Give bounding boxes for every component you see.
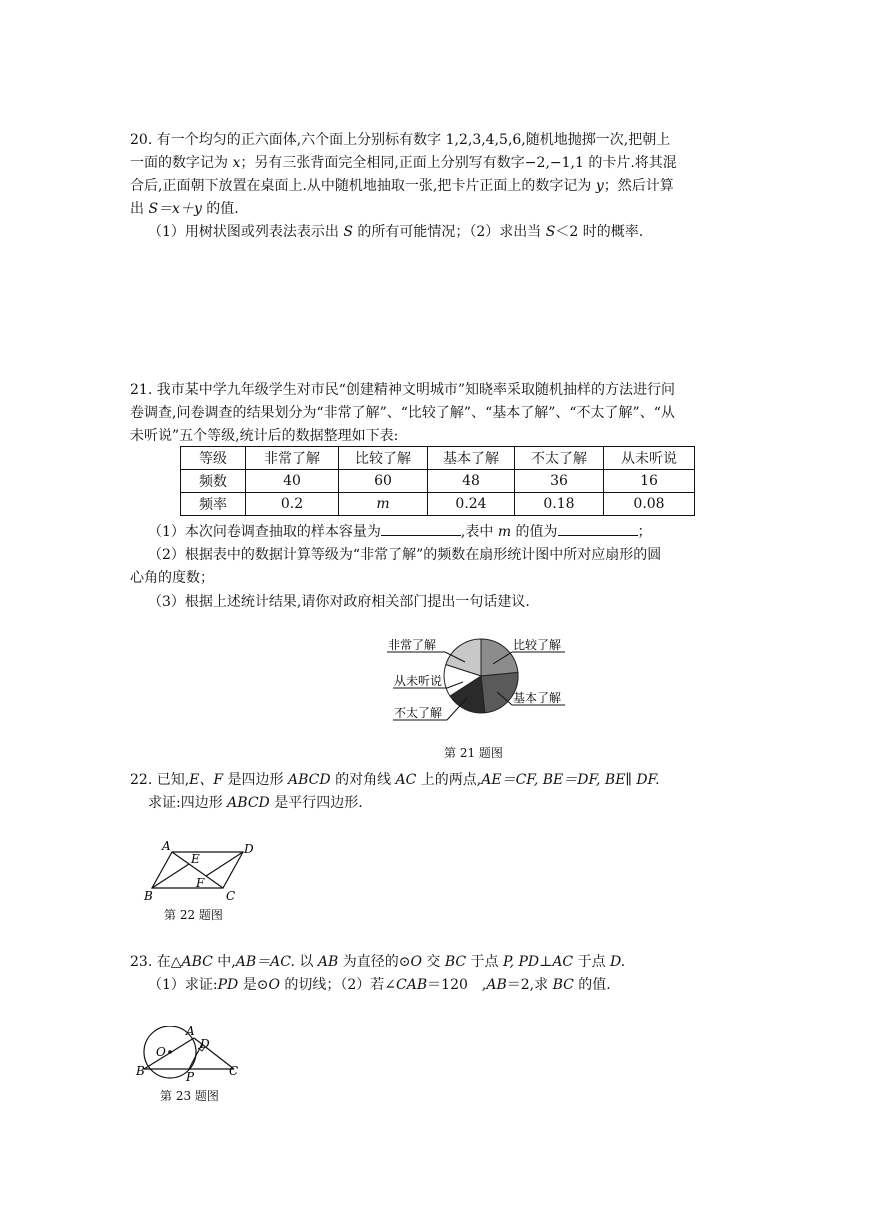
q21-part-3: （3）根据上述统计结果,请你对政府相关部门提出一句话建议. [148, 594, 530, 610]
table-cell: 0.08 [604, 493, 695, 516]
q23-var: AB [486, 977, 507, 993]
q22-text: 上的两点, [416, 772, 482, 788]
circle-triangle-figure [134, 1026, 244, 1082]
q23-var: BC [444, 954, 467, 970]
point-label-c: C [226, 889, 236, 903]
table-cell: 60 [339, 470, 428, 493]
q20-line-2 [130, 154, 677, 172]
q21-text: ,表中 [460, 524, 498, 540]
q23-text: ⊥ [539, 954, 553, 970]
q23-text: （1）求证: [148, 977, 218, 993]
table-cell: 16 [604, 470, 695, 493]
pie-label-cong-wei: 从未听说 [394, 674, 443, 688]
q23-var: PD [217, 977, 239, 993]
q22-var: ABCD [288, 772, 331, 788]
q23-line-1 [130, 953, 625, 971]
q23-text: 的切线；（2）若∠ [279, 977, 397, 993]
q21-line-1: 21. 我市某中学九年级学生对市民“创建精神文明城市”知晓率采取随机抽样的方法进行问 [130, 382, 676, 398]
q20-var-s: S [545, 224, 556, 240]
q20-text: ；另有三张背面完全相同,正面上分别写有数字−2,−1,1 的卡片.将其混 [240, 155, 677, 171]
q20-text: ；然后计算 [603, 178, 674, 194]
table-cell: 基本了解 [428, 447, 515, 470]
q23-text: 为直径的⊙ [338, 954, 411, 970]
table-cell: 等级 [181, 447, 246, 470]
q20-text: 的所有可能情况；（2）求出当 [352, 224, 546, 240]
q23-text: ＝2,求 [506, 977, 553, 993]
segment-be [152, 864, 189, 888]
q21-part-1 [148, 521, 652, 541]
q23-var: CAB [396, 977, 428, 993]
point-label-f: F [196, 876, 205, 890]
q23-var: O [268, 977, 280, 993]
q20-text: ＜2 时的概率. [555, 224, 644, 240]
table-cell: m [339, 493, 428, 516]
q20-parts [148, 223, 643, 241]
q23-var: BC [552, 977, 574, 993]
point-label-o: O [156, 1045, 166, 1059]
q21-text: 的值为 [511, 524, 558, 540]
q23-text: 的值. [573, 977, 611, 993]
q23-var: AB [317, 954, 339, 970]
point-label-a: A [162, 839, 171, 853]
q22-conditions: AE＝CF, BE＝DF, BE∥ DF. [481, 772, 660, 788]
q20-text: 出 [130, 201, 149, 217]
q22-text: 求证:四边形 [148, 795, 228, 811]
q23-var: ABC [181, 954, 213, 970]
q22-text: 22. 已知, [130, 772, 190, 788]
q22-var: E、F [189, 772, 224, 788]
pie-label-bi-jiao: 比较了解 [513, 638, 562, 652]
center-point-o [168, 1050, 172, 1054]
segment-ab [144, 1038, 194, 1069]
q22-var: ABCD [227, 795, 270, 811]
point-label-d: D [200, 1037, 210, 1051]
q23-text: 以 [294, 954, 318, 970]
q22-line-1 [130, 771, 660, 789]
q21-text: ； [637, 524, 652, 540]
q21-text: （1）本次问卷调查抽取的样本容量为 [148, 524, 381, 540]
answer-blank [381, 521, 461, 536]
q22-text: 的对角线 [330, 772, 396, 788]
q22-text: 是平行四边形. [269, 795, 363, 811]
q22-text: 是四边形 [223, 772, 289, 788]
q20-line-4 [130, 200, 239, 218]
point-label-c: C [229, 1064, 239, 1078]
table-cell: 0.24 [428, 493, 515, 516]
table-cell: 非常了解 [246, 447, 339, 470]
table-cell: 0.18 [515, 493, 604, 516]
pie-chart-figure [385, 628, 585, 728]
q23-line-2 [148, 976, 611, 994]
q23-var: P, PD [503, 954, 540, 970]
table-row [181, 470, 695, 493]
q22-var: AC [395, 772, 417, 788]
point-label-p: P [186, 1070, 195, 1082]
table-cell: 比较了解 [339, 447, 428, 470]
table-cell: 不太了解 [515, 447, 604, 470]
q23-text: 是⊙ [238, 977, 269, 993]
point-label-b: B [136, 1064, 145, 1078]
q20-var-x: x [232, 155, 241, 171]
q20-line-1: 20. 有一个均匀的正六面体,六个面上分别标有数字 1,2,3,4,5,6,随机地抛掷一次,把朝上 [130, 132, 671, 148]
q20-text: 合后,正面朝下放置在桌面上.从中随机地抽取一张,把卡片正面上的数字记为 [130, 178, 596, 194]
q23-text: 于点 [573, 954, 611, 970]
q23-text: 23. 在△ [130, 954, 182, 970]
q21-line-3: 未听说”五个等级,统计后的数据整理如下表: [130, 428, 399, 444]
q22-line-2 [148, 794, 363, 812]
table-cell: 频率 [181, 493, 246, 516]
pie-label-ji-ben: 基本了解 [513, 691, 562, 705]
q20-var-y: y [595, 178, 604, 194]
table-row [181, 493, 695, 516]
figure-caption: 第 21 题图 [444, 746, 503, 760]
parallelogram-figure [140, 838, 270, 908]
table-cell: 48 [428, 470, 515, 493]
q23-var: AB＝AC. [235, 954, 295, 970]
table-row [181, 447, 695, 470]
q23-var: O [410, 954, 422, 970]
q23-text: ＝120 , [427, 977, 487, 993]
table-cell: 40 [246, 470, 339, 493]
answer-blank [558, 521, 638, 536]
q21-part-2-b: 心角的度数； [130, 570, 214, 586]
q20-text: 一面的数字记为 [130, 155, 233, 171]
q20-text: （1）用树状图或列表法表示出 [148, 224, 344, 240]
table-cell: 从未听说 [604, 447, 695, 470]
q20-expression: S＝x＋y [148, 201, 202, 217]
q20-text: 的值. [201, 201, 239, 217]
point-label-e: E [191, 852, 200, 866]
q23-text: 于点 [466, 954, 503, 970]
q21-var-m: m [497, 524, 512, 540]
point-label-a: A [186, 1026, 195, 1038]
figure-caption: 第 23 题图 [160, 1089, 219, 1103]
pie-label-fei-chang: 非常了解 [388, 638, 437, 652]
q21-part-2-a: （2）根据表中的数据计算等级为“非常了解”的频数在扇形统计图中所对应扇形的圆 [148, 547, 662, 563]
q23-var: D. [610, 954, 626, 970]
figure-caption: 第 22 题图 [164, 908, 223, 922]
point-label-d: D [244, 842, 254, 856]
segment-df [206, 852, 243, 876]
q23-var: AC [552, 954, 574, 970]
table-cell: 频数 [181, 470, 246, 493]
frequency-table [180, 446, 695, 516]
table-cell: 36 [515, 470, 604, 493]
point-label-b: B [144, 889, 153, 903]
q20-line-3 [130, 177, 674, 195]
pie-label-bu-tai: 不太了解 [394, 706, 443, 720]
q23-text: 中, [212, 954, 236, 970]
q20-var-s: S [343, 224, 353, 240]
table-cell: 0.2 [246, 493, 339, 516]
q21-line-2: 卷调查,问卷调查的结果划分为“非常了解”、“比较了解”、“基本了解”、“不太了解”、“从 [130, 405, 675, 421]
q23-text: 交 [421, 954, 445, 970]
